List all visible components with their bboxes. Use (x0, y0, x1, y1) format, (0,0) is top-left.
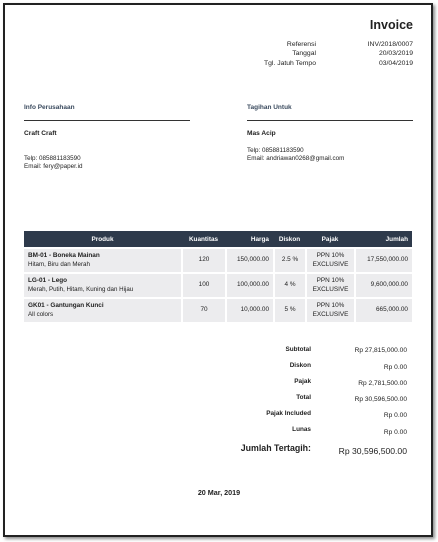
header-product: Produk (24, 231, 181, 247)
subtotal-value: Rp 27,815,000.00 (354, 347, 407, 354)
tax-type: EXCLUSIVE (312, 260, 349, 268)
billing-email: Email: andriawan0268@gmail.com (247, 155, 345, 163)
billing-section-heading: Tagihan Untuk (247, 104, 292, 111)
cell-price: 10,000.00 (225, 297, 273, 322)
tax-name: PPN 10% (316, 252, 345, 260)
discount-label: Diskon (289, 362, 311, 369)
discount-value: Rp 0.00 (383, 364, 407, 371)
invoice-title: Invoice (369, 18, 413, 32)
tax-type: EXCLUSIVE (312, 285, 349, 293)
company-phone: Telp: 085881183590 (24, 155, 81, 162)
cell-price: 150,000.00 (225, 247, 273, 272)
product-description: All colors (28, 310, 54, 318)
cell-discount: 5 % (273, 297, 305, 322)
company-name: Craft Craft (24, 130, 57, 137)
table-row (24, 297, 412, 322)
cell-quantity: 70 (181, 297, 225, 322)
meta-values (368, 40, 413, 68)
table-row (24, 247, 412, 272)
product-description: Hitam, Biru dan Merah (28, 260, 90, 268)
cell-product (24, 297, 181, 322)
meta-labels (264, 40, 316, 68)
product-name: LG-01 - Lego (28, 277, 68, 285)
paid-value: Rp 0.00 (383, 429, 407, 436)
tax-name: PPN 10% (316, 302, 345, 310)
items-table (24, 231, 412, 322)
header-discount: Diskon (273, 231, 305, 247)
header-amount: Jumlah (354, 231, 412, 247)
cell-price: 100,000.00 (225, 272, 273, 297)
amount-due-value: Rp 30,596,500.00 (338, 446, 407, 456)
tax-name: PPN 10% (316, 277, 345, 285)
billing-phone: Telp: 085881183590 (247, 147, 304, 154)
subtotal-label: Subtotal (285, 346, 311, 353)
product-name: BM-01 - Boneka Mainan (28, 252, 100, 260)
cell-quantity: 120 (181, 247, 225, 272)
company-section-heading: Info Perusahaan (24, 104, 75, 111)
meta-label-due-date: Tgl. Jatuh Tempo (263, 59, 316, 67)
company-email: Email: fery@paper.id (24, 163, 83, 171)
cell-tax (305, 297, 354, 322)
meta-value-reference: INV/2018/0007 (367, 41, 413, 48)
tax-label: Pajak (294, 378, 311, 385)
company-contact (24, 155, 83, 172)
header-tax: Pajak (305, 231, 354, 247)
meta-label-date: Tanggal (292, 50, 316, 58)
billing-name: Mas Acip (247, 130, 276, 137)
meta-value-date: 20/03/2019 (378, 50, 413, 58)
cell-amount: 665,000.00 (354, 297, 412, 322)
header-price: Harga (225, 231, 273, 247)
cell-amount: 17,550,000.00 (354, 247, 412, 272)
cell-discount: 2.5 % (273, 247, 305, 272)
cell-product (24, 272, 181, 297)
product-description: Merah, Putih, Hitam, Kuning dan Hijau (28, 285, 134, 293)
cell-discount: 4 % (273, 272, 305, 297)
total-value: Rp 30,596,500.00 (354, 396, 407, 403)
total-label: Total (296, 394, 311, 401)
cell-amount: 9,600,000.00 (354, 272, 412, 297)
footer-date: 20 Mar, 2019 (197, 488, 241, 497)
table-row (24, 272, 412, 297)
cell-quantity: 100 (181, 272, 225, 297)
tax-included-value: Rp 0.00 (383, 412, 407, 419)
table-header-row (24, 231, 412, 247)
meta-label-reference: Referensi (286, 41, 316, 48)
amount-due-label: Jumlah Tertagih: (240, 443, 311, 453)
paid-label: Lunas (292, 426, 311, 433)
tax-type: EXCLUSIVE (312, 310, 349, 318)
tax-included-label: Pajak Included (266, 410, 311, 417)
company-divider (24, 120, 190, 121)
billing-contact (247, 147, 344, 164)
tax-value: Rp 2,781,500.00 (358, 380, 407, 387)
cell-tax (305, 247, 354, 272)
meta-value-due-date: 03/04/2019 (378, 59, 413, 67)
product-name: GK01 - Gantungan Kunci (28, 302, 104, 310)
cell-tax (305, 272, 354, 297)
billing-divider (247, 120, 413, 121)
cell-product (24, 247, 181, 272)
header-quantity: Kuantitas (181, 231, 225, 247)
